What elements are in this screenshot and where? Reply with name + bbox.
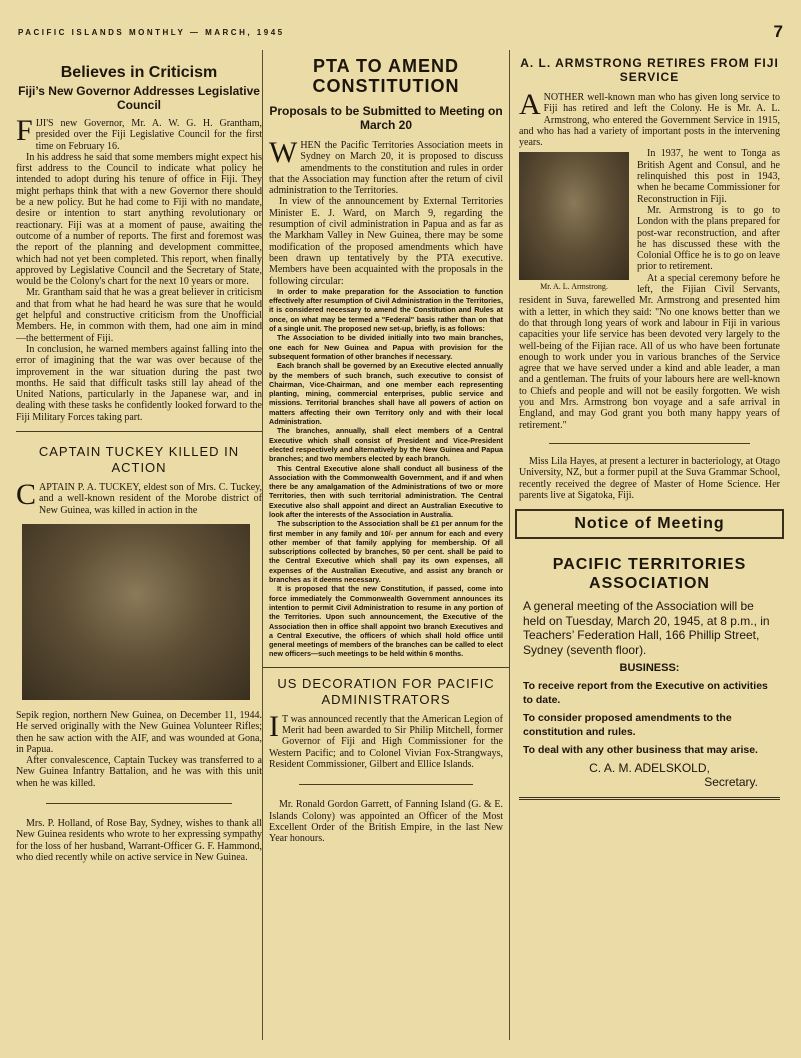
divider (46, 803, 232, 804)
article-paragraph: In 1937, he went to Tonga as British Agent and Consul, and he relinquished this post in 1943, when he became Commissioner for Reconstruction in Fiji. (637, 148, 780, 205)
drop-cap: I (269, 709, 279, 743)
resolution-paragraph: In order to make preparation for the Association to function effectively after resumption of Civil Administration in the Territories, it is considered necessary to amend the Constitution and Rules at once, on what may be termed a "Federal" basis rather than on that of a single unit. The proposed new set-up, briefly, is as follows: (269, 286, 503, 334)
headline-criticism: Believes in Criticism (60, 64, 218, 81)
portrait-photo-armstrong (519, 152, 629, 280)
running-head: PACIFIC ISLANDS MONTHLY — MARCH, 1945 (18, 28, 285, 37)
resolution-paragraph: The Association to be divided initially into two main branches, one each for New Guinea and Papua with provision for the subsequent formation of other branches if necessary. (269, 333, 503, 361)
notice-of-meeting-box (515, 509, 784, 539)
notice-content (509, 555, 784, 800)
divider (519, 797, 780, 800)
article-paragraph: Mr. Grantham said that he was a great believer in criticism and that from what he had heard he was sure that he would get helpful and constructive criticism from the Unofficial Members. He, in common with them, had one aim in mind —the betterment of Fiji. (16, 287, 262, 344)
headline-tuckey: CAPTAIN TUCKEY KILLED IN ACTION (38, 444, 240, 476)
article-paragraph: WHEN the Pacific Territories Association meets in Sydney on March 20, it is proposed to discuss amendments to the constitution and rules in order that the Association may function after the return of civil administration to the Territories. (269, 136, 503, 197)
business-label: BUSINESS: (619, 662, 680, 675)
drop-cap: A (519, 88, 541, 121)
portrait-photo-tuckey (22, 524, 250, 700)
headline-pta: PTA TO AMEND CONSTITUTION (312, 56, 460, 96)
armstrong-article (509, 56, 784, 501)
resolution-paragraph: It is proposed that the new Constitution, if passed, come into force immediately the Commonwealth Government announces its intention to permit Civil Administration to resume in any portion of the Territories. Upon such announcement, the Executive of the Association then in office shall appoint two branch Executives and a Central Executive, the officers of which shall hold office until general meetings of members of the branches can be called to elect new officers—such meetings to be held within 6 months. (269, 584, 503, 659)
article-paragraph: ANOTHER well-known man who has given long service to Fiji has retired and left the Colony. He is Mr. A. L. Armstrong, who entered the Government Service in 1915, and who has had a variety of important posts in the intervening years. (519, 88, 780, 149)
divider (263, 667, 509, 668)
column-middle (263, 50, 509, 844)
signature-title: Secretary. (704, 775, 758, 790)
divider (549, 443, 750, 444)
photo-caption: Mr. A. L. Armstrong. (540, 282, 608, 292)
article-paragraph: Miss Lila Hayes, at present a lecturer in bacteriology, at Otago University, NZ, but a former pupil at the Suva Grammar School, recently received the degree of Master of Home Science. Her parents live at Sigatoka, Fiji. (519, 455, 780, 501)
article-paragraph: Mr. Ronald Gordon Garrett, of Fanning Island (G. & E. Islands Colony) was appointed an Officer of the Most Excellent Order of the British Empire, in the last New Year honours. (269, 799, 503, 845)
article-paragraph: CAPTAIN P. A. TUCKEY, eldest son of Mrs. C. Tuckey, and a well-known resident of the Morobe district of New Guinea, was killed in action in the (16, 478, 262, 516)
article-paragraph: Mrs. P. Holland, of Rose Bay, Sydney, wishes to thank all New Guinea residents who wrote to her expressing sympathy for the loss of her husband, Warrant-Officer G. F. Hammond, who died recently while on active service in New Guinea. (16, 817, 262, 863)
headline-us-decoration: US DECORATION FOR PACIFIC ADMINISTRATORS (277, 675, 495, 707)
drop-cap: F (16, 114, 33, 147)
divider (299, 784, 473, 785)
article-paragraph: After convalescence, Captain Tuckey was transferred to a New Guinea Infantry Battalion, and he was with this unit when he was killed. (16, 755, 262, 789)
us-article (263, 709, 509, 845)
drop-cap: C (16, 478, 37, 512)
resolution-paragraph: The subscription to the Association shall be £1 per annum for the first member in any family and 10/- per annum for each and every other member of that family applying for membership. Of all subscriptions collected by branches, 50 per cent. shall be paid to the Central Executive which shall pay its own expenses, all expenses of the Australian Executive, and assist any branch or branches as it deems necessary. (269, 519, 503, 585)
page-number: 7 (773, 22, 783, 41)
notice-body: A general meeting of the Association will be held on Tuesday, March 20, 1945, at 8 p.m., in Teachers’ Federation Hall, 166 Phillip Street, Sydney (seventh floor). (523, 599, 770, 657)
article-paragraph: In conclusion, he warned members against falling into the error of imagining that the war was over because of the improvement in the war situation during the past two months. He said that difficult tasks still lay ahead of the United Nations, particularly in the Japanese war, and in dealing with these tasks he confidently looked forward to the Fiji Military Forces taking part. (16, 343, 262, 423)
pta-article (263, 136, 509, 659)
article-paragraph: In view of the announcement by External Territories Minister E. J. Ward, on March 9, regarding the resumption of civil administration in Papua and as far as the Markham Valley in New Guinea, there may be some modification of the proposed amendments which have been drawn up tentatively by the PTA executive. Members have been acquainted with the proposals in the following circular: (269, 196, 503, 287)
subhead-governor: Fiji’s New Governor Addresses Legislative Council (18, 84, 260, 112)
article-paragraph: At a special ceremony before he left, the Fijian Civil Servants, resident in Suva, farewelled Mr. Armstrong and presented him with a letter, in which they said: "No one knows better than we do that through long years of work and labour in Fiji in various capacities your life service has been devoted very largely to the well-being of the Fijian race. All of us who have been fortunate enough to work under you in various branches of the Service agree that we have served under a kind and able leader, a man and a gentleman. The fruits of your labours here are well-known to Chiefs and people and will not be easily forgotten. We wish you and Mrs. Armstrong bon voyage and a safe arrival in England, and may God grant you both many happy years of retirement." (519, 272, 780, 431)
resolutions (269, 287, 503, 659)
drop-cap: W (269, 136, 298, 169)
business-item: To deal with any other business that may arise. (523, 744, 758, 757)
column-right (509, 50, 784, 800)
business-item: To receive report from the Executive on activities to date. (523, 680, 768, 707)
photo-block (519, 152, 629, 291)
resolution-paragraph: This Central Executive alone shall conduct all business of the Association with the Commonwealth Government, and if and when there be any amalgamation of the Administrations of two or more Territories, then with such territorial administration. The Central Executive also shall appoint and direct an Australian Executive to look after the interests of the Association in Australia. (269, 463, 503, 519)
column-left (16, 50, 262, 863)
article-paragraph: Mr. Armstrong is to go to London with the plans prepared for post-war reconstruction, and after he has discussed these with the Colonial Office he is to go on leave prior to retirement. (637, 204, 780, 273)
notice-org: PACIFIC TERRITORIES ASSOCIATION (552, 556, 747, 593)
article-paragraph: In his address he said that some members might expect his first address to the Council to indicate what policy he intended to adopt during his tenure of office in Fiji. They might perhaps think that with a new Governor there should be a new policy. But he had come to Fiji with no mandate, desire or intention to start anything revolutionary or reactionary. Fiji was at a moment of pause, awaiting the outcome of a number of reports. The first and foremost was the report of the planning and development committee, which had not yet been completed. This report, when finally approved by Legislative Council and the Secretary of State, would be the Colony's chart for the next 10 years or more. (16, 151, 262, 288)
article-paragraph: I T was announced recently that the American Legion of Merit had been awarded to Sir Philip Mitchell, former Governor of Fiji and High Commissioner for the Western Pacific; and to Colonel Vivian Fox-Strangways, Resident Commissioner, Gilbert and Ellice Islands. (269, 709, 503, 770)
business-item: To consider proposed amendments to the constitution and rules. (523, 712, 732, 739)
subhead-pta: Proposals to be Submitted to Meeting on March 20 (269, 104, 503, 132)
resolution-paragraph: The branches, annually, shall elect members of a Central Executive which shall consist of President and Vice-President elected respectively and alternatively by the New Guinea and Papua branches; and two members elected by each branch. (269, 426, 503, 464)
resolution-paragraph: Each branch shall be governed by an Executive elected annually by the members of such branch, such executive to consist of Chairman, Vice-Chairman, and one member each representing planting, mining, commercial enterprises, public service and missions. Territorial branches shall have all powers of action on matters affecting their own Territory only and with their local Administration. (269, 361, 503, 427)
divider (16, 431, 262, 432)
headline-armstrong: A. L. ARMSTRONG RETIRES FROM FIJI SERVICE (520, 56, 779, 84)
notice-title: Notice of Meeting (574, 515, 725, 533)
article-paragraph: FIJI'S new Governor, Mr. A. W. G. H. Grantham, presided over the Fiji Legislative Council for the first time on February 16. (16, 114, 262, 152)
signature: C. A. M. ADELSKOLD, (589, 761, 710, 776)
article-paragraph: Sepik region, northern New Guinea, on December 11, 1944. He served originally with the New Guinea Volunteer Rifles; then he saw action with the AIF, and was wounded at Gona, in Papua. (16, 709, 262, 755)
